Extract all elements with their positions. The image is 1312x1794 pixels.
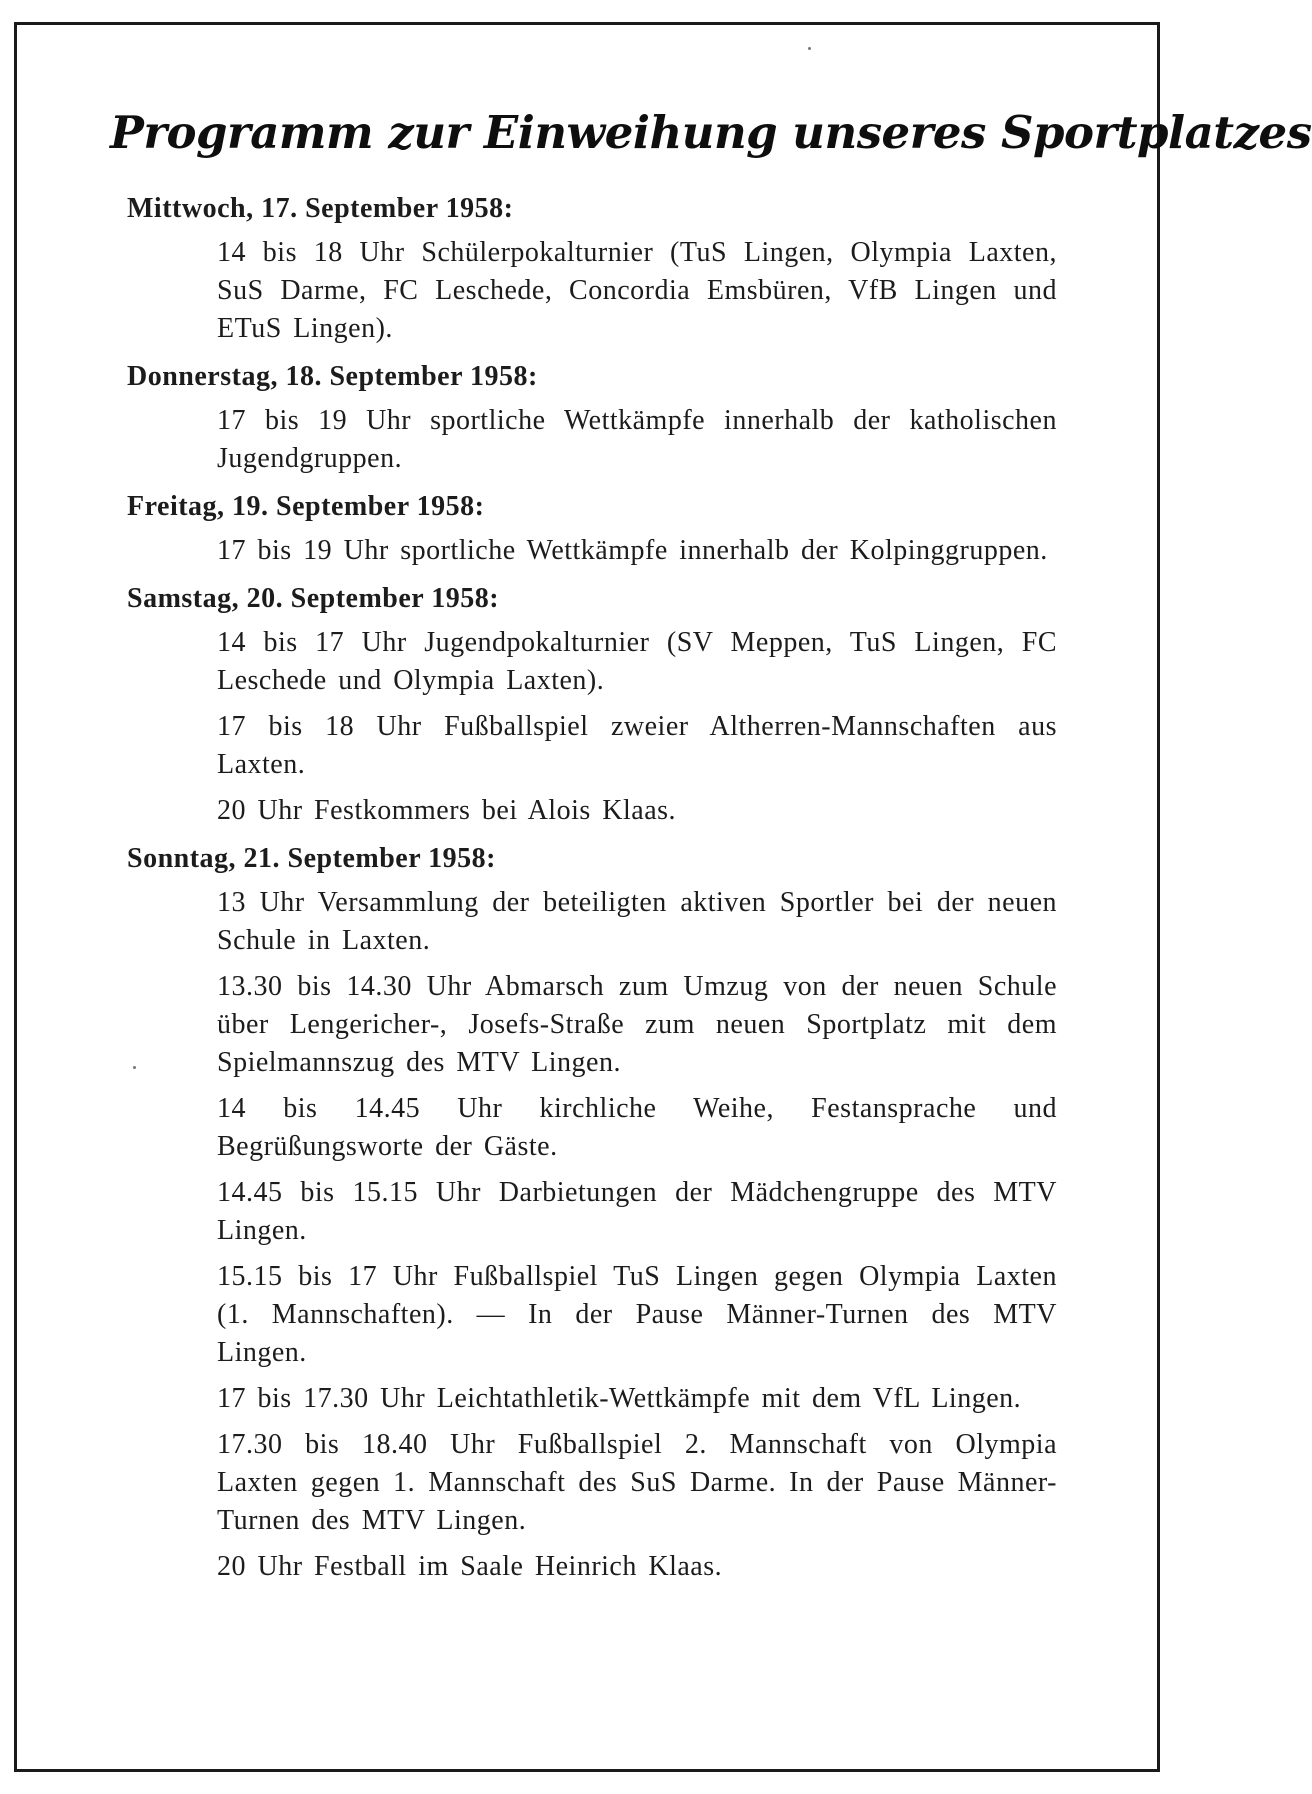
day-heading: Mittwoch, 17. September 1958:: [127, 193, 514, 224]
program-entry: 20 Uhr Festkommers bei Alois Klaas.: [217, 795, 677, 826]
day-heading: Sonntag, 21. September 1958:: [127, 843, 496, 874]
day-section-wednesday: [127, 192, 1057, 348]
paper-speck: [808, 47, 811, 50]
day-section-sunday: [127, 842, 1057, 1586]
day-heading: Donnerstag, 18. September 1958:: [127, 361, 538, 392]
program-entry: 14 bis 17 Uhr Jugendpokalturnier (SV Meppen, TuS Lingen, FC Leschede und Olympia Laxten).: [217, 627, 1057, 696]
program-entry: 14.45 bis 15.15 Uhr Darbietungen der Mädchengruppe des MTV Lingen.: [217, 1177, 1057, 1246]
program-entry: 13.30 bis 14.30 Uhr Abmarsch zum Umzug von der neuen Schule über Lengericher-, Josefs-Straße zum neuen Sportplatz mit dem Spielmannszug des MTV Lingen.: [217, 971, 1057, 1078]
program-entry: 17 bis 19 Uhr sportliche Wettkämpfe innerhalb der katholischen Jugendgruppen.: [217, 405, 1057, 474]
program-entry: 13 Uhr Versammlung der beteiligten aktiven Sportler bei der neuen Schule in Laxten.: [217, 887, 1057, 956]
program-entry: 17 bis 19 Uhr sportliche Wettkämpfe innerhalb der Kolpinggruppen.: [217, 535, 1048, 566]
day-section-friday: [127, 490, 1057, 570]
day-heading: Freitag, 19. September 1958:: [127, 491, 485, 522]
paper-speck: [133, 1066, 136, 1069]
page-title: Programm zur Einweihung unseres Sportplatzes: [110, 106, 1312, 159]
program-list: [127, 192, 1057, 1598]
program-entry: 15.15 bis 17 Uhr Fußballspiel TuS Lingen gegen Olympia Laxten (1. Mannschaften). — In der Pause Männer-Turnen des MTV Lingen.: [217, 1261, 1057, 1368]
program-entry: 14 bis 14.45 Uhr kirchliche Weihe, Festansprache und Begrüßungsworte der Gäste.: [217, 1093, 1057, 1162]
program-entry: 17 bis 17.30 Uhr Leichtathletik-Wettkämpfe mit dem VfL Lingen.: [217, 1383, 1022, 1414]
program-entry: 17.30 bis 18.40 Uhr Fußballspiel 2. Mannschaft von Olympia Laxten gegen 1. Mannschaft des SuS Darme. In der Pause Männer-Turnen des MTV Lingen.: [217, 1429, 1057, 1536]
program-entry: 17 bis 18 Uhr Fußballspiel zweier Altherren-Mannschaften aus Laxten.: [217, 711, 1057, 780]
program-entry: 20 Uhr Festball im Saale Heinrich Klaas.: [217, 1551, 723, 1582]
program-entry: 14 bis 18 Uhr Schülerpokalturnier (TuS Lingen, Olympia Laxten, SuS Darme, FC Leschede, Concordia Emsbüren, VfB Lingen und ETuS Lingen).: [217, 237, 1057, 344]
day-heading: Samstag, 20. September 1958:: [127, 583, 500, 614]
day-section-saturday: [127, 582, 1057, 830]
day-section-thursday: [127, 360, 1057, 478]
